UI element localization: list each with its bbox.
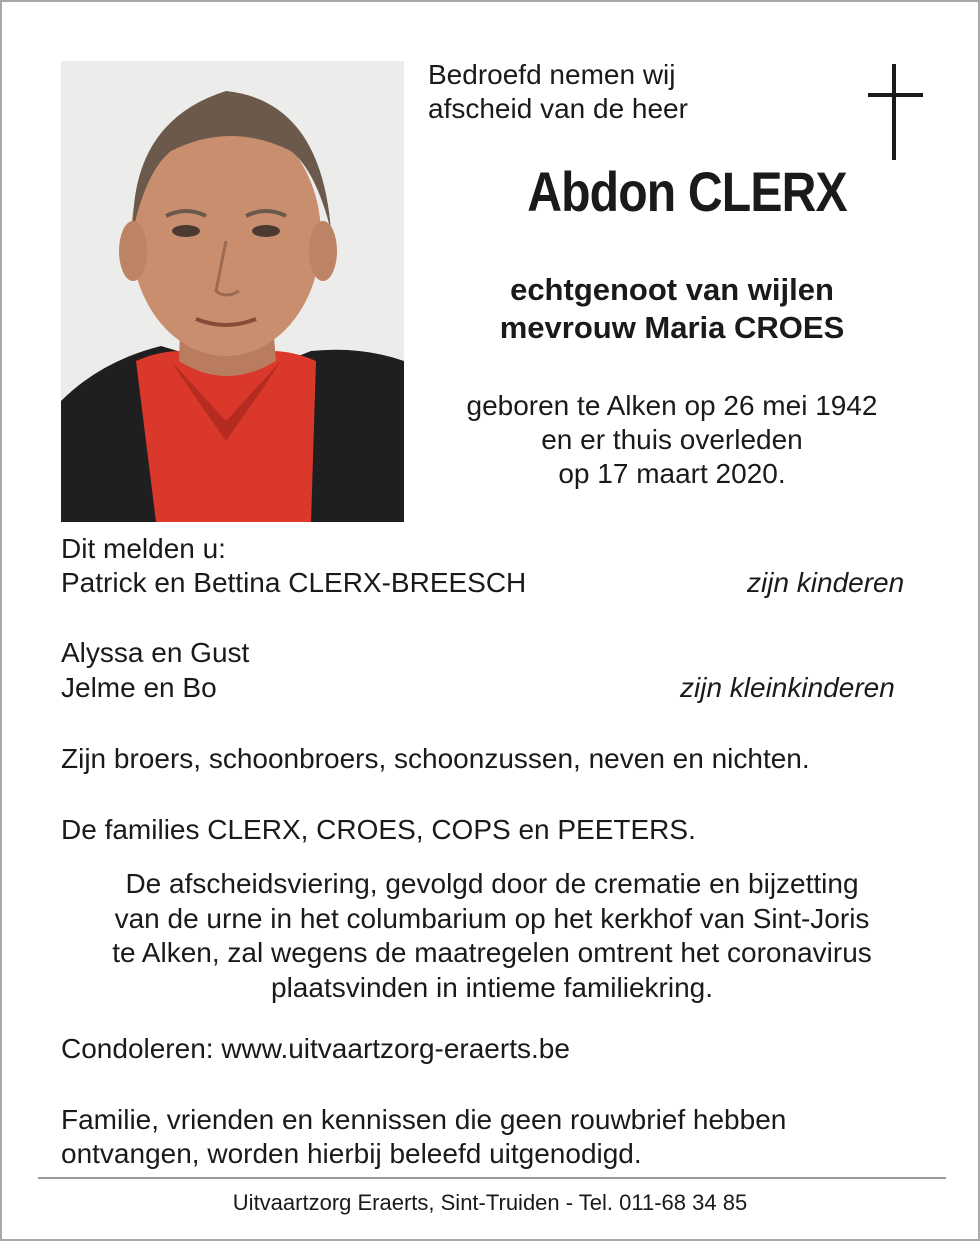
grandchildren-line: Alyssa en Gust [61, 637, 250, 668]
deceased-name: Abdon CLERX [527, 160, 847, 223]
birth-death-text [422, 389, 922, 491]
ceremony-line: plaatsvinden in intieme familiekring. [271, 971, 713, 1003]
grandchildren-line: Jelme en Bo [61, 672, 217, 703]
condolence-text: Condoleren: www.uitvaartzorg-eraerts.be [61, 1033, 570, 1064]
children-names: Patrick en Bettina CLERX-BREESCH [61, 567, 527, 598]
announce-text: Dit melden u: [61, 533, 226, 564]
spouse-line: echtgenoot van wijlen [510, 272, 834, 307]
spouse-line: mevrouw Maria CROES [499, 310, 845, 345]
intro-text [428, 58, 688, 126]
born-line: en er thuis overleden [541, 424, 803, 455]
children-role: zijn kinderen [747, 567, 905, 598]
ceremony-line: van de urne in het columbarium op het kerkhof van Sint-Joris [114, 902, 870, 934]
invite-text [61, 1103, 786, 1171]
siblings-text: Zijn broers, schoonbroers, schoonzussen, neven en nichten. [61, 743, 810, 774]
born-line: op 17 maart 2020. [558, 458, 786, 489]
ceremony-line: De afscheidsviering, gevolgd door de crematie en bijzetting [125, 868, 859, 899]
ceremony-line: te Alken, zal wegens de maatregelen omtrent het coronavirus [112, 937, 872, 968]
footer-divider [38, 1177, 946, 1179]
born-line: geboren te Alken op 26 mei 1942 [466, 390, 878, 421]
intro-line: afscheid van de heer [428, 93, 688, 124]
intro-line: Bedroefd nemen wij [428, 59, 676, 90]
footer-text: Uitvaartzorg Eraerts, Sint-Truiden - Tel. 011-68 34 85 [232, 1190, 748, 1215]
portrait-photo [61, 61, 404, 522]
cross-icon [868, 64, 923, 160]
ceremony-text [42, 867, 942, 1005]
grandchildren-role: zijn kleinkinderen [680, 672, 895, 703]
spouse-text [422, 271, 922, 347]
invite-line: Familie, vrienden en kennissen die geen rouwbrief hebben [61, 1104, 787, 1135]
invite-line: ontvangen, worden hierbij beleefd uitgenodigd. [61, 1138, 642, 1169]
families-text: De families CLERX, CROES, COPS en PEETERS. [61, 814, 696, 845]
